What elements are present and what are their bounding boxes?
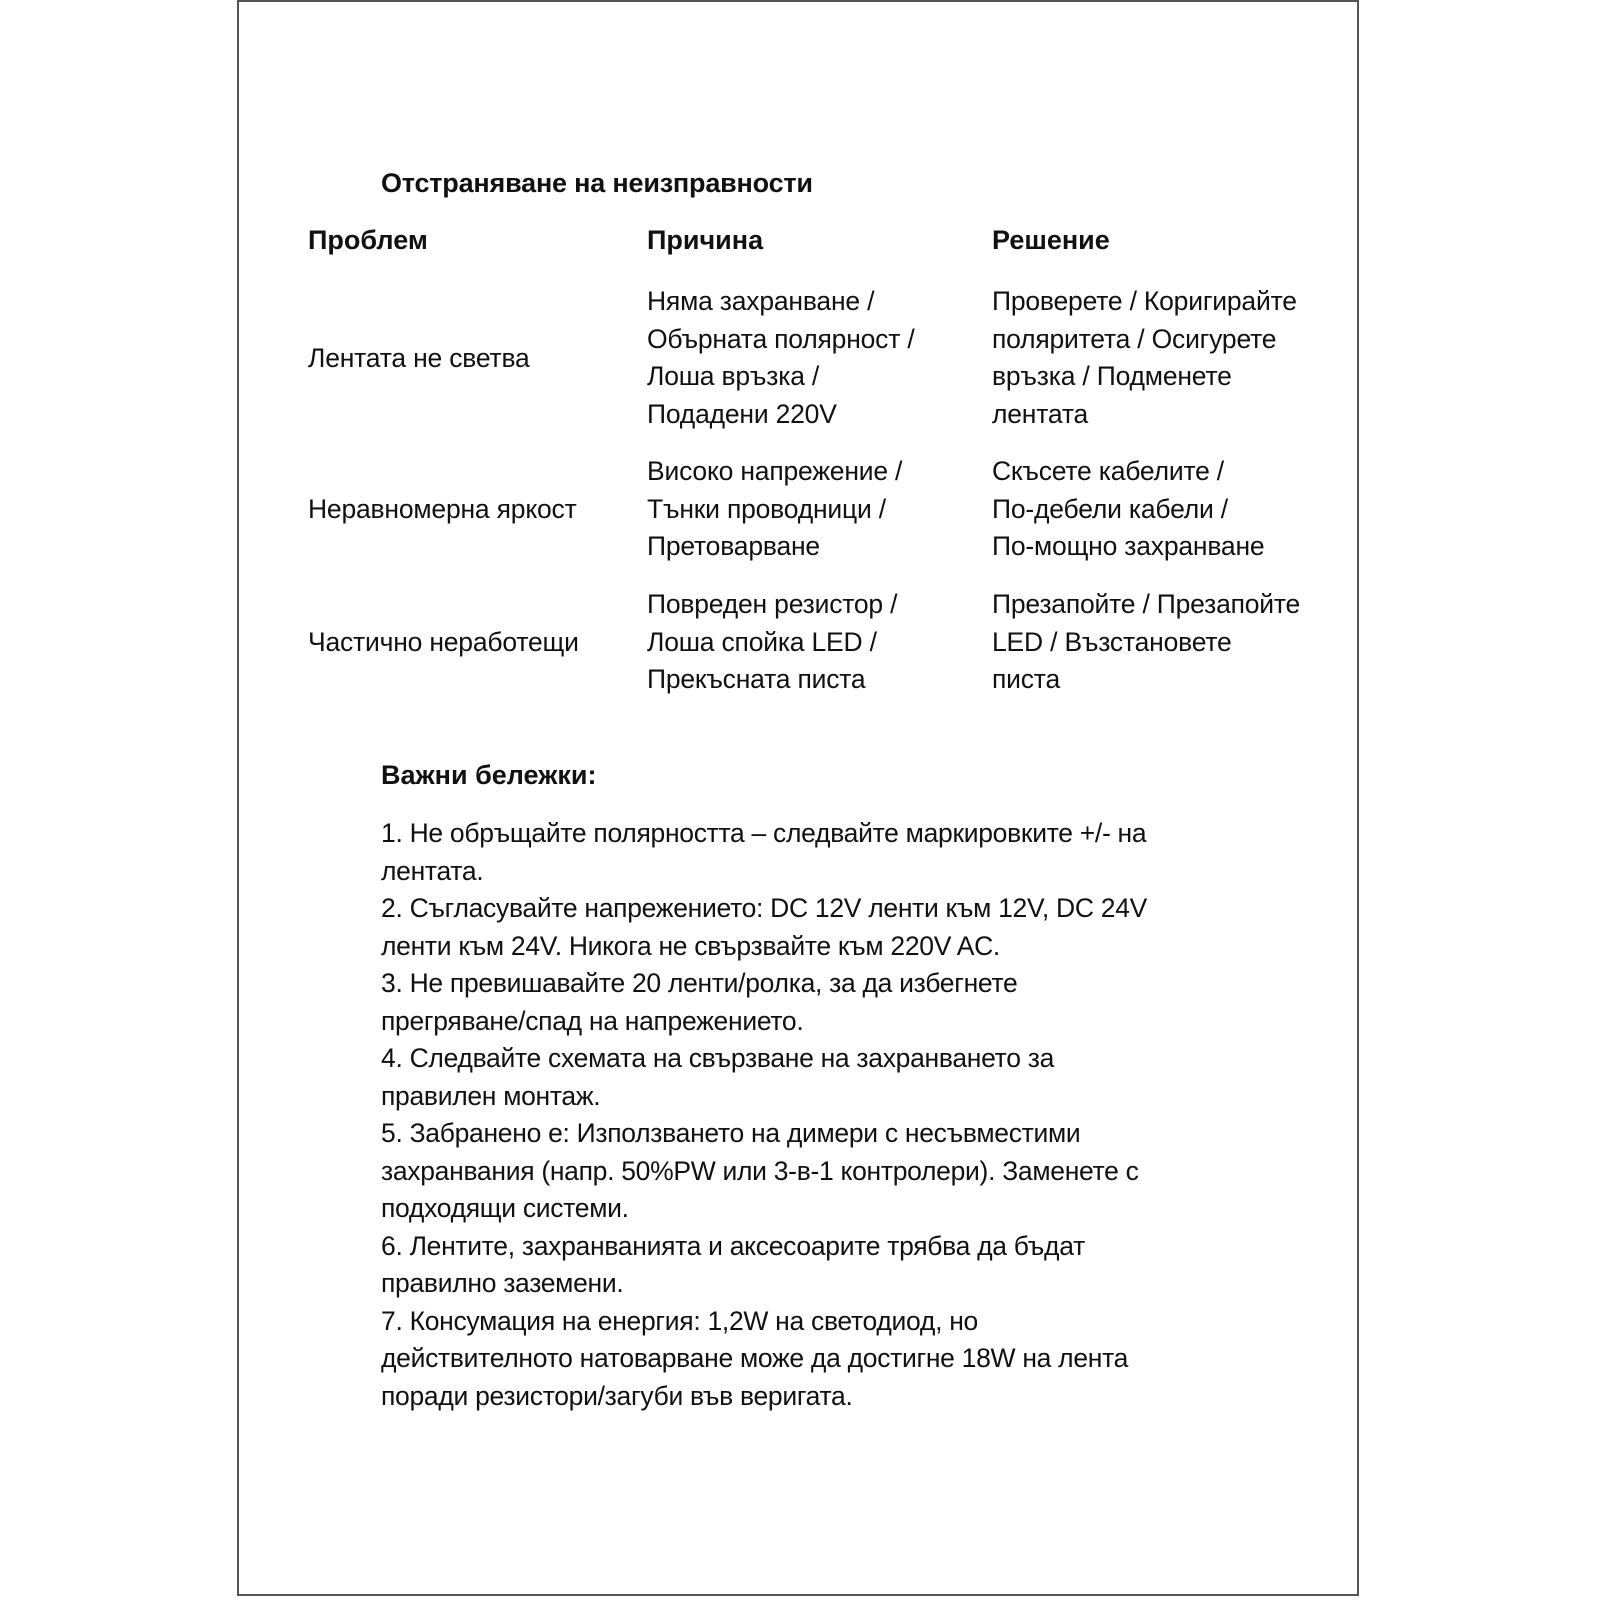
solution-line: LED / Възстановете bbox=[992, 626, 1232, 657]
note-line: 6. Лентите, захранванията и аксесоарите трябва да бъдат bbox=[381, 1230, 1085, 1261]
note-line: действителното натоварване може да достигне 18W на лента bbox=[381, 1343, 1129, 1373]
notes-list bbox=[381, 815, 1281, 1415]
note-line: ленти към 24V. Никога не свързвайте към 220V AC. bbox=[381, 930, 1000, 961]
note-line: правилно заземени. bbox=[381, 1268, 624, 1298]
note-line: 1. Не обръщайте полярността – следвайте маркировките +/- на bbox=[381, 818, 1147, 848]
cause-cell bbox=[647, 453, 902, 566]
note-line: поради резистори/загуби във веригата. bbox=[381, 1380, 853, 1411]
solution-line: писта bbox=[992, 664, 1060, 694]
problem-cell: Неравномерна яркост bbox=[308, 494, 577, 524]
cause-line: Лоша спойка LED / bbox=[647, 626, 877, 657]
cause-line: Прекъсната писта bbox=[647, 664, 866, 694]
solution-line: Проверете / Коригирайте bbox=[992, 286, 1297, 316]
note-line: лентата. bbox=[381, 855, 484, 886]
solution-line: Презапойте / Презапойте bbox=[992, 589, 1301, 619]
cause-line: Високо напрежение / bbox=[647, 456, 903, 486]
note-line: 4. Следвайте схемата на свързване на захранването за bbox=[381, 1043, 1055, 1073]
note-line: захранвания (напр. 50%PW или 3-в-1 контролери). Заменете с bbox=[381, 1155, 1139, 1186]
column-header-solution: Решение bbox=[992, 225, 1110, 255]
cause-cell bbox=[647, 283, 914, 433]
cause-line: Лоша връзка / bbox=[647, 361, 820, 391]
cause-line: Обърната полярност / bbox=[647, 323, 915, 354]
cause-line: Претоварване bbox=[647, 531, 820, 561]
problem-cell: Частично неработещи bbox=[308, 627, 579, 657]
solution-cell bbox=[992, 453, 1264, 566]
page-title: Отстраняване на неизправности bbox=[381, 168, 813, 198]
solution-line: поляритета / Осигурете bbox=[992, 323, 1277, 354]
cause-cell bbox=[647, 586, 897, 699]
solution-line: връзка / Подменете bbox=[992, 361, 1232, 391]
note-line: прегряване/спад на напрежението. bbox=[381, 1005, 804, 1036]
cause-line: Повреден резистор / bbox=[647, 589, 898, 619]
notes-heading: Важни бележки: bbox=[381, 760, 597, 790]
cause-line: Тънки проводници / bbox=[647, 493, 886, 524]
solution-line: Скъсете кабелите / bbox=[992, 456, 1224, 486]
problem-cell: Лентата не светва bbox=[308, 343, 530, 373]
note-line: правилен монтаж. bbox=[381, 1080, 601, 1111]
solution-line: лентата bbox=[992, 398, 1089, 429]
column-header-cause: Причина bbox=[647, 225, 764, 255]
note-line: 7. Консумация на енергия: 1,2W на светодиод, но bbox=[381, 1305, 978, 1336]
note-line: подходящи системи. bbox=[381, 1193, 629, 1223]
solution-cell bbox=[992, 283, 1297, 433]
solution-line: По-мощно захранване bbox=[992, 531, 1265, 561]
note-line: 5. Забранено е: Използването на димери с несъвместими bbox=[381, 1118, 1081, 1148]
note-line: 2. Съгласувайте напрежението: DC 12V ленти към 12V, DC 24V bbox=[381, 893, 1148, 923]
cause-line: Подадени 220V bbox=[647, 398, 837, 429]
column-header-problem: Проблем bbox=[308, 225, 428, 255]
solution-line: По-дебели кабели / bbox=[992, 493, 1228, 524]
cause-line: Няма захранване / bbox=[647, 286, 875, 316]
solution-cell bbox=[992, 586, 1300, 699]
note-line: 3. Не превишавайте 20 ленти/ролка, за да избегнете bbox=[381, 968, 1018, 998]
